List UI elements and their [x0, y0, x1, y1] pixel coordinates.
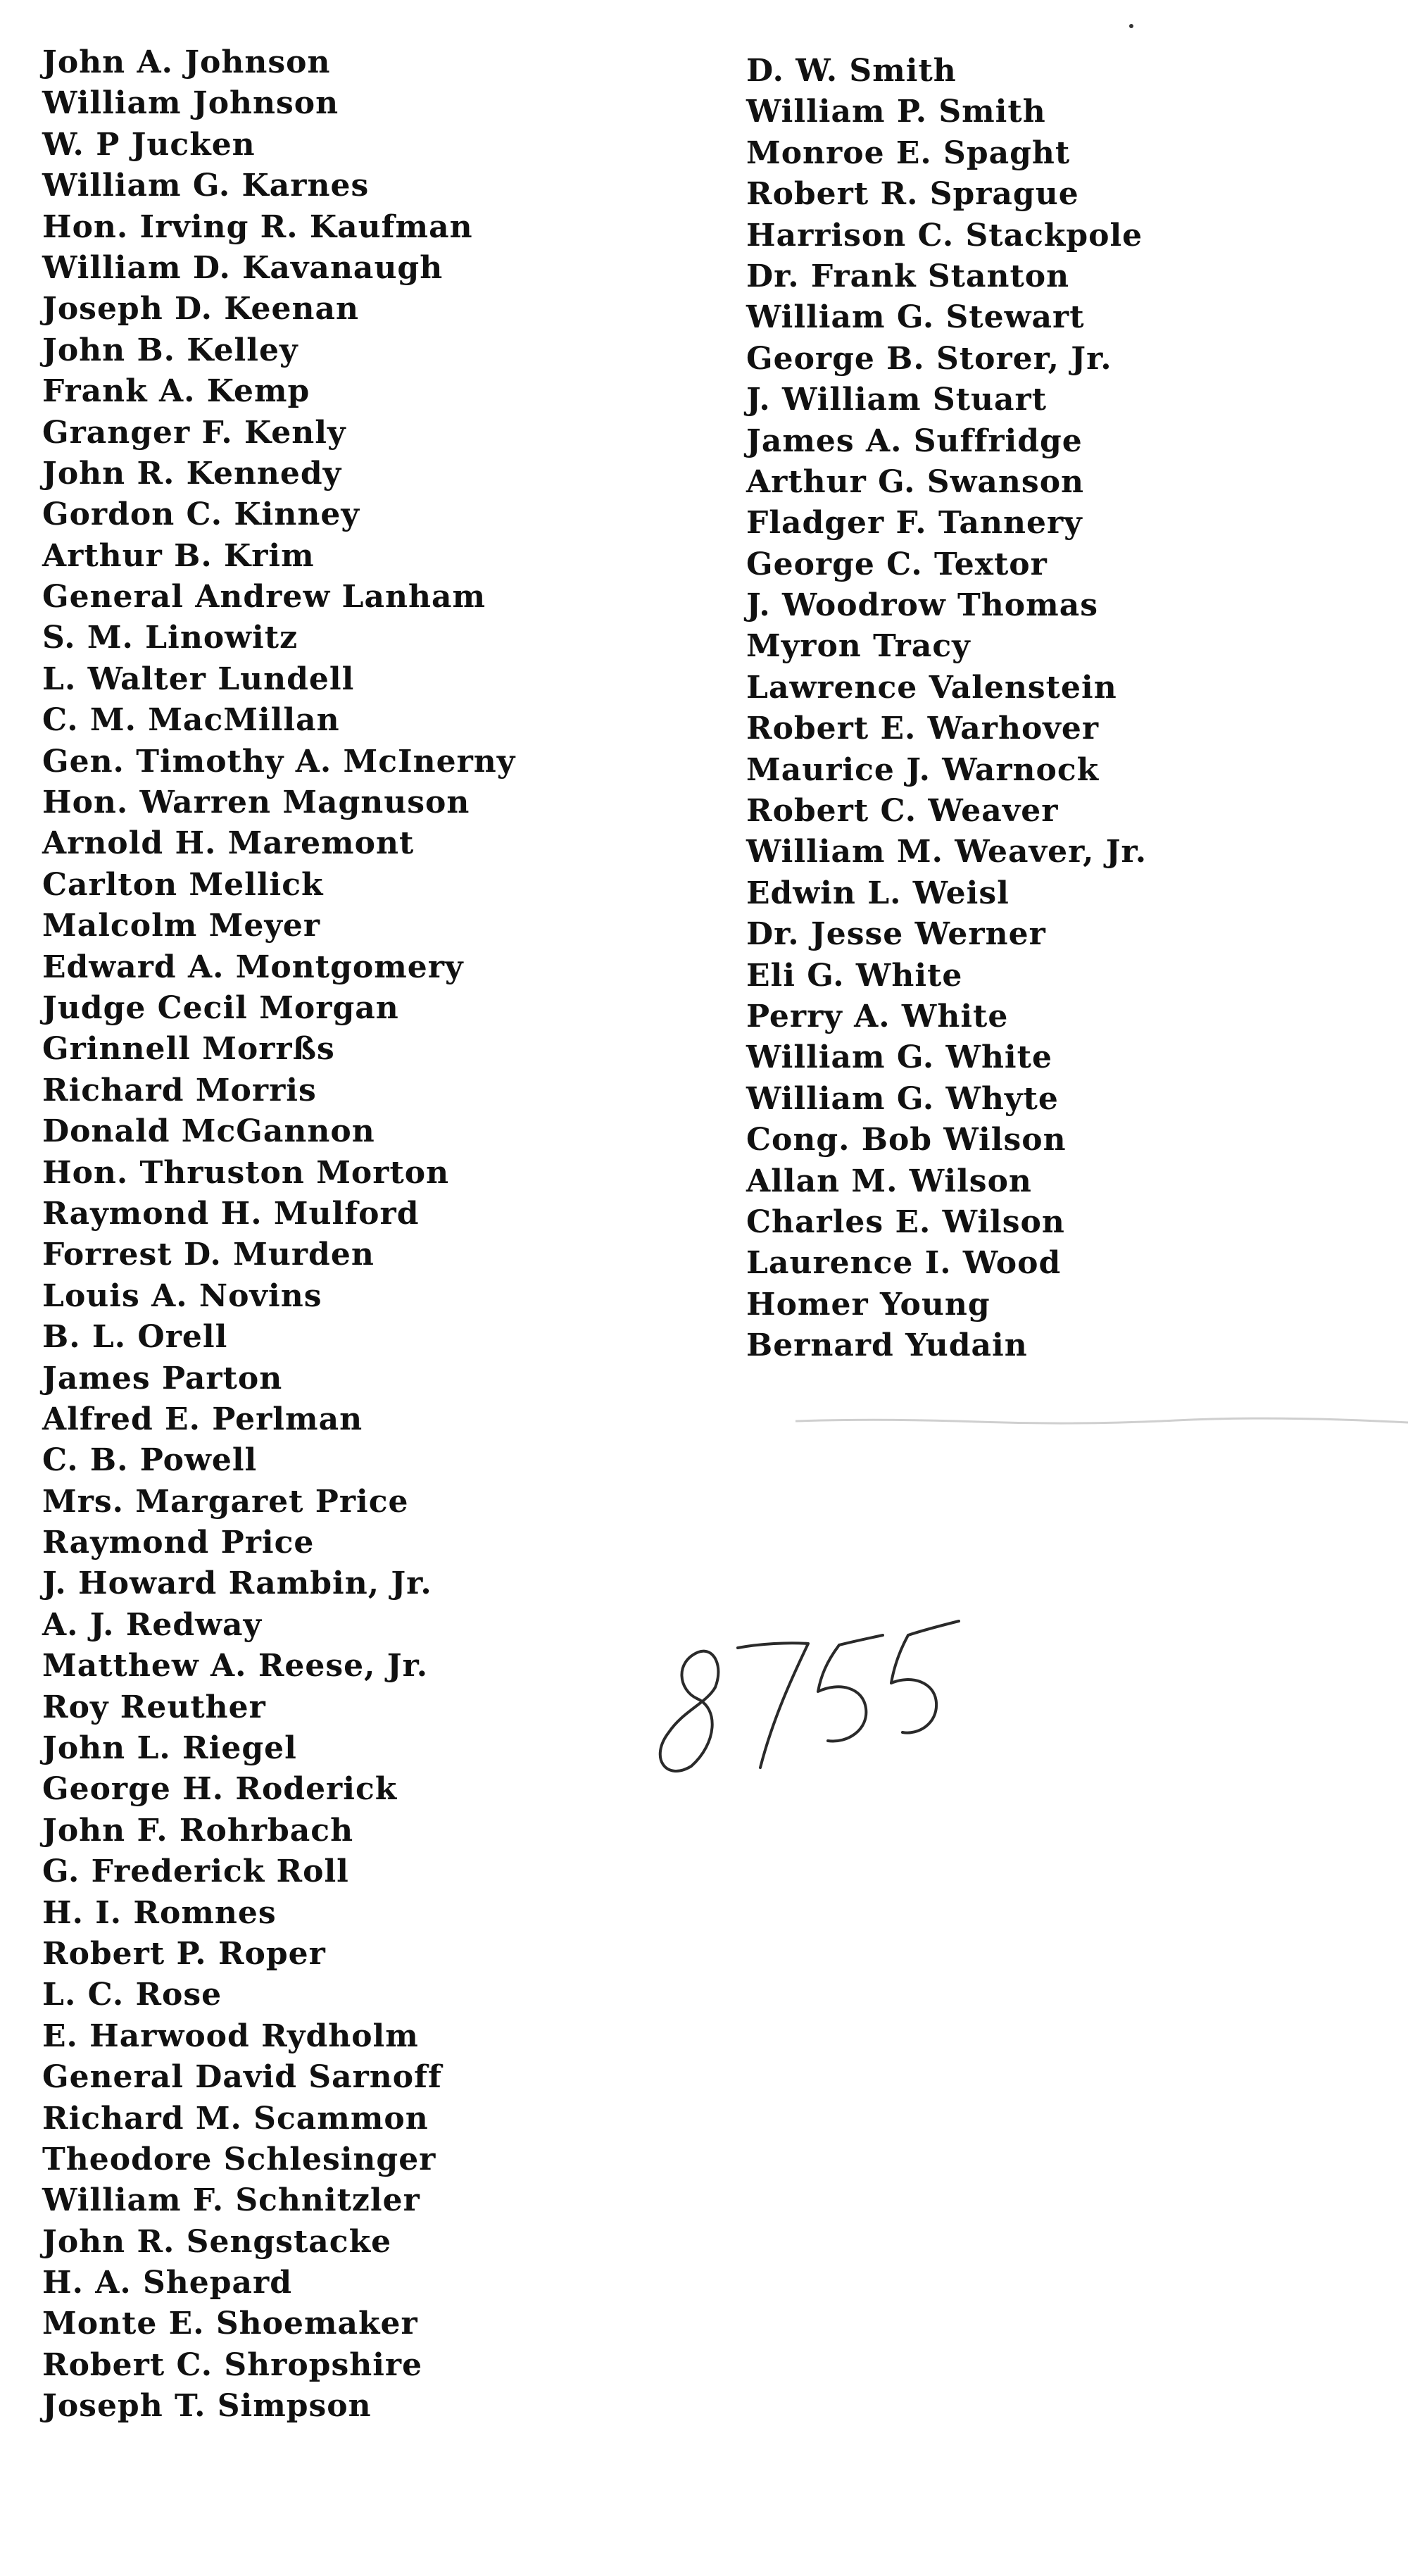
name-entry: Frank A. Kemp	[42, 373, 310, 410]
name-entry: Robert R. Sprague	[746, 176, 1079, 213]
name-entry: William G. Karnes	[42, 168, 370, 204]
handwritten-number-text: 8755	[373, 1338, 375, 1339]
name-entry: Theodore Schlesinger	[42, 2141, 436, 2177]
name-entry: Bernard Yudain	[746, 1327, 1028, 1364]
name-entry: Lawrence Valenstein	[746, 669, 1117, 706]
name-entry: H. I. Romnes	[42, 1894, 277, 1931]
name-entry: George B. Storer, Jr.	[746, 340, 1112, 377]
name-entry: H. A. Shepard	[42, 2265, 292, 2301]
name-entry: Gordon C. Kinney	[42, 496, 360, 533]
name-entry: Perry A. White	[746, 998, 1009, 1034]
name-entry: William G. Whyte	[746, 1080, 1059, 1117]
name-entry: Eli G. White	[746, 957, 963, 994]
name-entry: William Johnson	[42, 85, 339, 122]
name-list-right-column	[746, 51, 1380, 1367]
name-entry: J. William Stuart	[746, 382, 1048, 418]
name-entry: Maurice J. Warnock	[746, 751, 1100, 788]
name-entry: J. Howard Rambin, Jr.	[42, 1565, 432, 1602]
name-entry: William P. Smith	[746, 94, 1046, 130]
name-entry: John L. Riegel	[42, 1730, 297, 1767]
name-entry: Myron Tracy	[746, 628, 971, 665]
name-entry: C. M. MacMillan	[42, 702, 340, 739]
name-entry: Matthew A. Reese, Jr.	[42, 1648, 429, 1684]
name-entry: Raymond Price	[42, 1525, 315, 1561]
name-entry: John R. Sengstacke	[42, 2223, 392, 2260]
name-entry: Monte E. Shoemaker	[42, 2306, 418, 2342]
name-entry: W. P Jucken	[42, 126, 256, 163]
scan-smudge-mark	[795, 1417, 1408, 1425]
name-entry: S. M. Linowitz	[42, 620, 298, 656]
name-entry: Carlton Mellick	[42, 866, 324, 903]
name-entry: L. Walter Lundell	[42, 661, 355, 697]
name-entry: Donald McGannon	[42, 1113, 375, 1150]
name-entry: General Andrew Lanham	[42, 579, 486, 615]
name-entry: Arnold H. Maremont	[42, 825, 415, 862]
name-entry: William G. White	[746, 1039, 1052, 1076]
name-entry: James Parton	[42, 1360, 283, 1396]
name-entry: Joseph D. Keenan	[42, 291, 359, 327]
name-entry: William D. Kavanaugh	[42, 249, 444, 286]
name-entry: Homer Young	[746, 1286, 990, 1323]
name-entry: Robert C. Weaver	[746, 793, 1059, 830]
name-entry: Monroe E. Spaght	[746, 135, 1071, 171]
name-entry: Gen. Timothy A. McInerny	[42, 743, 516, 780]
name-entry: William G. Stewart	[746, 299, 1085, 336]
name-entry: Hon. Warren Magnuson	[42, 784, 470, 821]
name-entry: G. Frederick Roll	[42, 1853, 349, 1890]
name-entry: Dr. Frank Stanton	[746, 258, 1070, 294]
name-entry: B. L. Orell	[42, 1319, 228, 1356]
name-entry: William F. Schnitzler	[42, 2182, 420, 2219]
name-entry: Edward A. Montgomery	[42, 949, 464, 985]
name-entry: Fladger F. Tannery	[746, 505, 1083, 542]
name-entry: J. Woodrow Thomas	[746, 587, 1098, 624]
name-entry: John B. Kelley	[42, 332, 298, 368]
name-entry: Arthur B. Krim	[42, 537, 315, 574]
name-entry: Granger F. Kenly	[42, 414, 346, 451]
name-entry: Richard Morris	[42, 1072, 317, 1108]
name-entry: Malcolm Meyer	[42, 908, 321, 944]
name-entry: Hon. Irving R. Kaufman	[42, 208, 473, 245]
name-entry: John A. Johnson	[42, 44, 331, 80]
name-entry: A. J. Redway	[42, 1606, 263, 1643]
name-entry: E. Harwood Rydholm	[42, 2018, 419, 2054]
name-entry: George H. Roderick	[42, 1771, 398, 1808]
name-entry: Laurence I. Wood	[746, 1245, 1062, 1282]
name-entry: Alfred E. Perlman	[42, 1401, 363, 1437]
name-entry: Dr. Jesse Werner	[746, 916, 1046, 953]
name-entry: Robert E. Warhover	[746, 711, 1100, 747]
name-entry: Robert P. Roper	[42, 1935, 326, 1972]
name-entry: Charles E. Wilson	[746, 1203, 1065, 1240]
name-entry: Cong. Bob Wilson	[746, 1122, 1067, 1158]
name-entry: Harrison C. Stackpole	[746, 217, 1143, 254]
name-entry: Forrest D. Murden	[42, 1237, 375, 1273]
name-entry: Arthur G. Swanson	[746, 463, 1085, 500]
name-entry: Roy Reuther	[42, 1689, 266, 1725]
name-entry: Allan M. Wilson	[746, 1163, 1032, 1199]
name-entry: Louis A. Novins	[42, 1277, 322, 1314]
name-entry: Edwin L. Weisl	[746, 875, 1010, 911]
name-entry: Joseph T. Simpson	[42, 2388, 372, 2425]
name-entry: D. W. Smith	[746, 53, 957, 89]
name-entry: Hon. Thruston Morton	[42, 1154, 450, 1191]
name-entry: John F. Rohrbach	[42, 1812, 354, 1849]
name-entry: L. C. Rose	[42, 1977, 222, 2013]
name-entry: Richard M. Scammon	[42, 2100, 429, 2137]
name-entry: Judge Cecil Morgan	[42, 989, 399, 1026]
name-entry: General David Sarnoff	[42, 2059, 442, 2096]
name-entry: James A. Suffridge	[746, 423, 1083, 459]
name-entry: C. B. Powell	[42, 1442, 258, 1479]
name-entry: Raymond H. Mulford	[42, 1195, 420, 1232]
name-list-left-column	[42, 42, 676, 2427]
name-entry: William M. Weaver, Jr.	[746, 834, 1147, 870]
scan-speck	[1129, 24, 1133, 28]
name-entry: George C. Textor	[746, 546, 1048, 582]
name-entry: Robert C. Shropshire	[42, 2346, 423, 2383]
name-entry: Grinnell Morrßs	[42, 1031, 335, 1068]
name-entry: John R. Kennedy	[42, 455, 342, 492]
name-entry: Mrs. Margaret Price	[42, 1483, 409, 1520]
